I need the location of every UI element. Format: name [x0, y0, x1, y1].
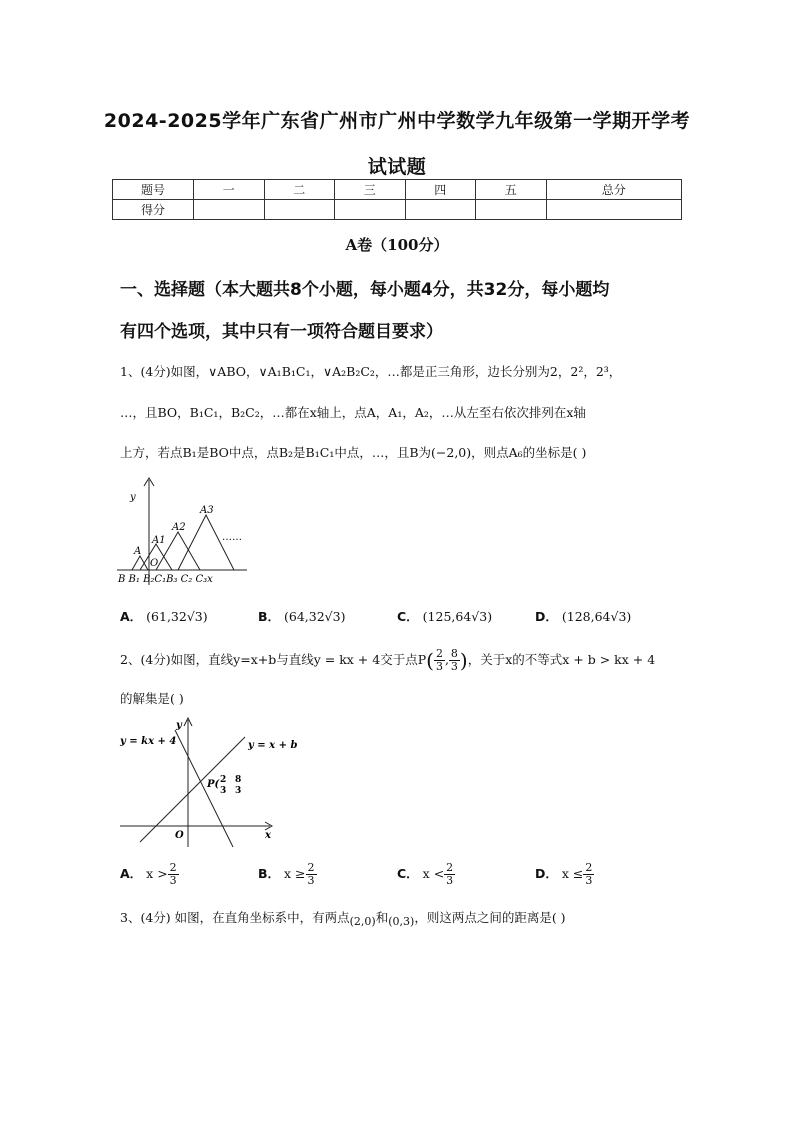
q1-option-a[interactable]: [120, 607, 208, 625]
q2-option-c-letter: C．: [397, 866, 419, 881]
q3-point1: (2,0): [349, 915, 376, 928]
q1-option-c-letter: C．: [397, 609, 419, 624]
q3-start: 3、(4分) 如图，在直角坐标系中，有两点: [120, 910, 350, 925]
score-header-cell: 一: [194, 180, 265, 200]
q1-option-a-letter: A．: [120, 609, 143, 624]
q2-option-b-op: x ≥: [284, 866, 306, 881]
q3-line1: [120, 908, 566, 928]
fig2-label-y: y: [176, 720, 182, 731]
fig2-p-n2: 8: [235, 775, 242, 785]
score-cell[interactable]: [546, 200, 682, 220]
score-header-cell: 二: [264, 180, 335, 200]
fig1-label-a1: A1: [152, 535, 166, 546]
q1-option-d-letter: D．: [535, 609, 558, 624]
score-header-cell: 三: [335, 180, 406, 200]
q1-option-d-text: (128,64√3): [561, 609, 632, 624]
fig1-label-a3: A3: [200, 505, 214, 516]
q2-option-a-op: x >: [146, 866, 168, 881]
q3-mid: 和: [375, 910, 389, 925]
fig2-label-o: O: [175, 830, 184, 841]
fig1-label-o: O: [150, 558, 159, 569]
q2-line1-end: ，关于x的不等式x + b > kx + 4: [467, 652, 656, 667]
q2-option-b[interactable]: B． x ≥ $\frac{2}{3}$: [258, 861, 315, 887]
doc-title-line1: 2024-2025学年广东省广州市广州中学数学九年级第一学期开学考: [103, 110, 691, 132]
q2-option-b-letter: B．: [258, 866, 281, 881]
fig2-label-line2: y = x + b: [248, 740, 298, 751]
score-table: [112, 179, 682, 220]
score-header-cell: 五: [476, 180, 547, 200]
q1-option-b-letter: B．: [258, 609, 281, 624]
score-header-cell: 总分: [546, 180, 682, 200]
fig1-y-label: y: [130, 492, 136, 503]
score-cell[interactable]: [335, 200, 406, 220]
fig2-p-n1: 2: [220, 775, 227, 785]
part1-heading-line1: 一、选择题（本大题共8个小题，每小题4分，共32分，每小题均: [120, 280, 610, 300]
q1-option-a-text: (61,32√3): [146, 609, 208, 624]
doc-title-line2: 试试题: [367, 156, 427, 178]
q2-option-d[interactable]: D． x ≤ $\frac{2}{3}$: [535, 861, 593, 887]
q2-option-a[interactable]: A． x > $\frac{2}{3}$: [120, 861, 177, 887]
score-cell[interactable]: [194, 200, 265, 220]
q2-p-x: $\frac{2}{3}$: [435, 647, 443, 673]
score-cell[interactable]: [405, 200, 476, 220]
q2-option-c-op: x <: [422, 866, 445, 881]
q2-line2: 的解集是( ): [120, 691, 184, 706]
q3-point2: (0,3): [388, 915, 415, 928]
q2-line1-start: 2、(4分)如图，直线y=x+b与直线y = kx + 4交于点P: [120, 652, 427, 667]
fig2-label-x: x: [265, 830, 271, 841]
score-cell[interactable]: [264, 200, 335, 220]
q2-option-d-op: x ≤: [561, 866, 584, 881]
part1-heading-line2: 有四个选项，其中只有一项符合题目要求）: [120, 322, 443, 342]
q2-lines-figure: [115, 712, 298, 852]
q2-option-a-letter: A．: [120, 866, 143, 881]
score-row-label: 得分: [113, 200, 194, 220]
fig2-p-d1: 3: [220, 786, 227, 796]
q2-p-y: $\frac{8}{3}$: [450, 647, 458, 673]
q2-option-c[interactable]: C． x < $\frac{2}{3}$: [397, 861, 454, 887]
q1-option-c-text: (125,64√3): [422, 609, 493, 624]
fig1-bottom-labels: B B₁ B₂C₁B₃ C₂ C₃x: [118, 574, 213, 585]
score-table-header-row: [113, 180, 682, 200]
q3-end: ，则这两点之间的距离是( ): [414, 910, 566, 925]
q1-option-b[interactable]: [258, 607, 345, 625]
score-header-cell: 四: [405, 180, 476, 200]
score-header-cell: 题号: [113, 180, 194, 200]
fig1-label-a2: A2: [172, 522, 186, 533]
fig1-dots: ……: [222, 532, 242, 543]
fig2-p-d2: 3: [235, 786, 242, 796]
section-a-heading: A卷（100分）: [345, 236, 449, 254]
fig1-label-a: A: [134, 546, 142, 557]
q1-line1: 1、(4分)如图，∨ABO，∨A₁B₁C₁，∨A₂B₂C₂，…都是正三角形，边长分别为2，2²，2³，: [120, 364, 622, 379]
q2-line1: 2、(4分)如图，直线y=x+b与直线y = kx + 4交于点P( $\frac{2}{3}$ , $\frac{8}{3}$ )，关于x的不等式x + b > kx + 4: [120, 647, 656, 673]
score-table-score-row: [113, 200, 682, 220]
q2-option-d-letter: D．: [535, 866, 558, 881]
q1-line2: …，且BO，B₁C₁，B₂C₂，…都在x轴上，点A，A₁，A₂，…从左至右依次排列在x轴: [120, 405, 586, 420]
q1-option-c[interactable]: [397, 607, 492, 625]
q1-triangle-figure: [112, 470, 252, 590]
q1-option-b-text: (64,32√3): [284, 609, 346, 624]
fig2-label-line1: y = kx + 4: [120, 736, 177, 747]
fig2-label-p: P(: [207, 779, 220, 790]
q1-line3: 上方，若点B₁是BO中点，点B₂是B₁C₁中点，…，且B为(−2,0)，则点A₆的坐标是( ): [120, 445, 587, 460]
q1-option-d[interactable]: [535, 607, 631, 625]
triangle-abo: [132, 556, 148, 570]
score-cell[interactable]: [476, 200, 547, 220]
